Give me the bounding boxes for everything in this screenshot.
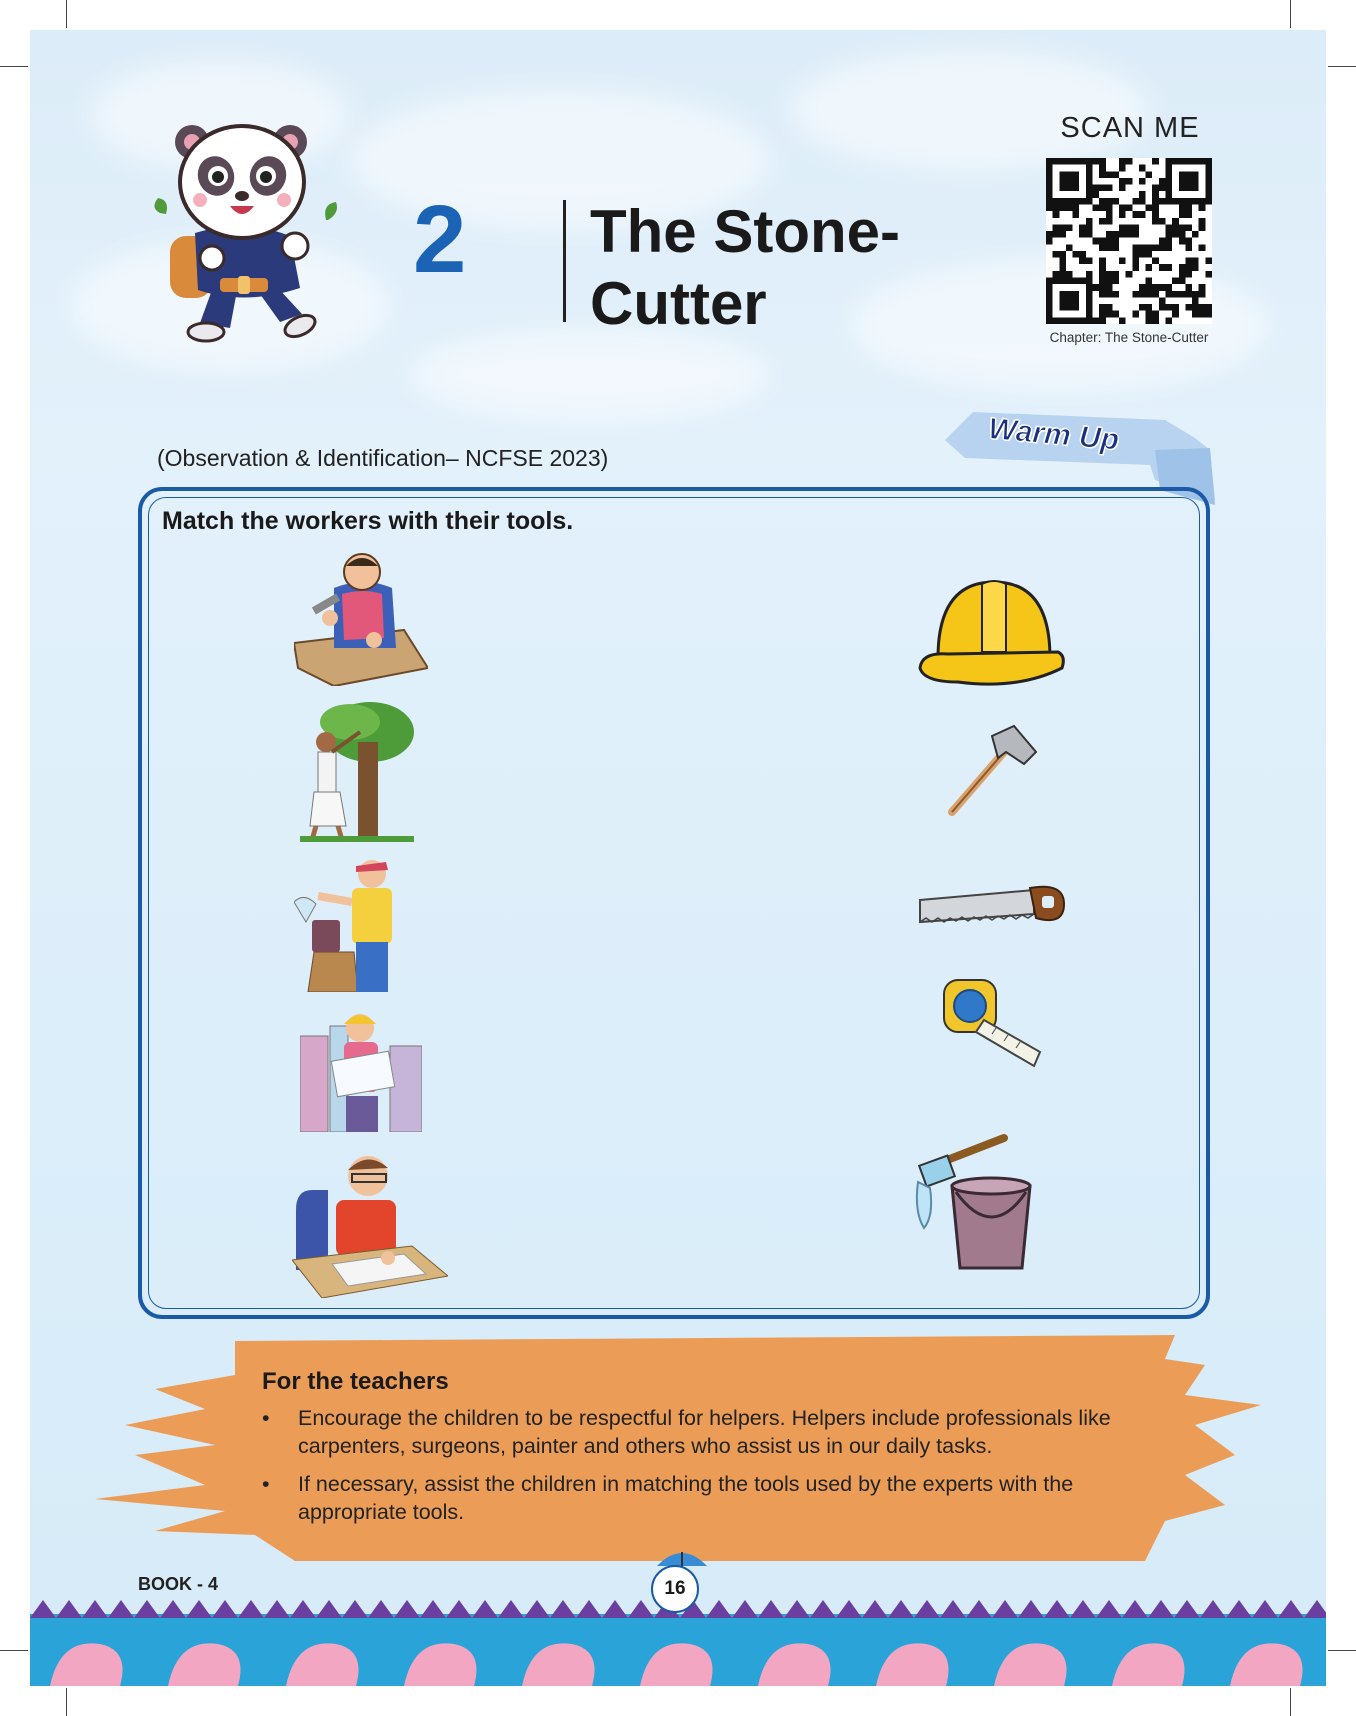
axe-illustration[interactable] <box>944 722 1040 818</box>
instruction: Match the workers with their tools. <box>162 507 574 535</box>
carpenter-illustration[interactable] <box>294 548 428 686</box>
crop-mark <box>1328 66 1356 67</box>
panda-mascot-icon <box>150 118 340 358</box>
title-divider <box>563 200 566 322</box>
crop-mark <box>66 1688 67 1716</box>
observation-label: (Observation & Identification– NCFSE 2023) <box>157 445 609 471</box>
page-number: 16 <box>651 1565 699 1613</box>
book-label: BOOK - 4 <box>138 1574 219 1594</box>
crop-mark <box>1290 0 1291 28</box>
crop-mark <box>0 1650 28 1651</box>
crop-mark <box>0 66 28 67</box>
teachers-heading: For the teachers <box>262 1368 449 1395</box>
woodcutter-illustration[interactable] <box>300 702 414 842</box>
painter-illustration[interactable] <box>294 852 408 992</box>
crop-mark <box>1290 1688 1291 1716</box>
measuring-tape-illustration[interactable] <box>940 976 1046 1068</box>
bullet-icon: • <box>262 1406 270 1430</box>
list-item <box>260 1470 1140 1526</box>
draftsman-illustration[interactable] <box>292 1150 448 1298</box>
tip-text: If necessary, assist the children in matching the tools used by the experts with the appropriate tools. <box>298 1472 1074 1524</box>
engineer-illustration[interactable] <box>300 1006 422 1132</box>
teachers-tips-list <box>260 1404 1140 1536</box>
bullet-icon: • <box>262 1472 270 1496</box>
crop-mark <box>1328 1650 1356 1651</box>
qr-code-icon[interactable] <box>1046 158 1212 324</box>
crop-mark <box>66 0 67 28</box>
chapter-number: 2 <box>413 186 467 293</box>
saw-illustration[interactable] <box>918 884 1066 932</box>
qr-caption: Chapter: The Stone-Cutter <box>1049 330 1209 345</box>
list-item <box>260 1404 1140 1460</box>
warm-up-badge: Warm Up <box>986 412 1121 457</box>
scan-label: SCAN ME <box>1060 112 1200 144</box>
tip-text: Encourage the children to be respectful for helpers. Helpers include professionals like carpenters, surgeons, painter and others who assist us in our daily tasks. <box>298 1406 1111 1458</box>
chapter-title: The Stone-Cutter <box>590 198 900 337</box>
paint-bucket-brush-illustration[interactable] <box>912 1132 1040 1272</box>
helmet-illustration[interactable] <box>918 572 1066 690</box>
